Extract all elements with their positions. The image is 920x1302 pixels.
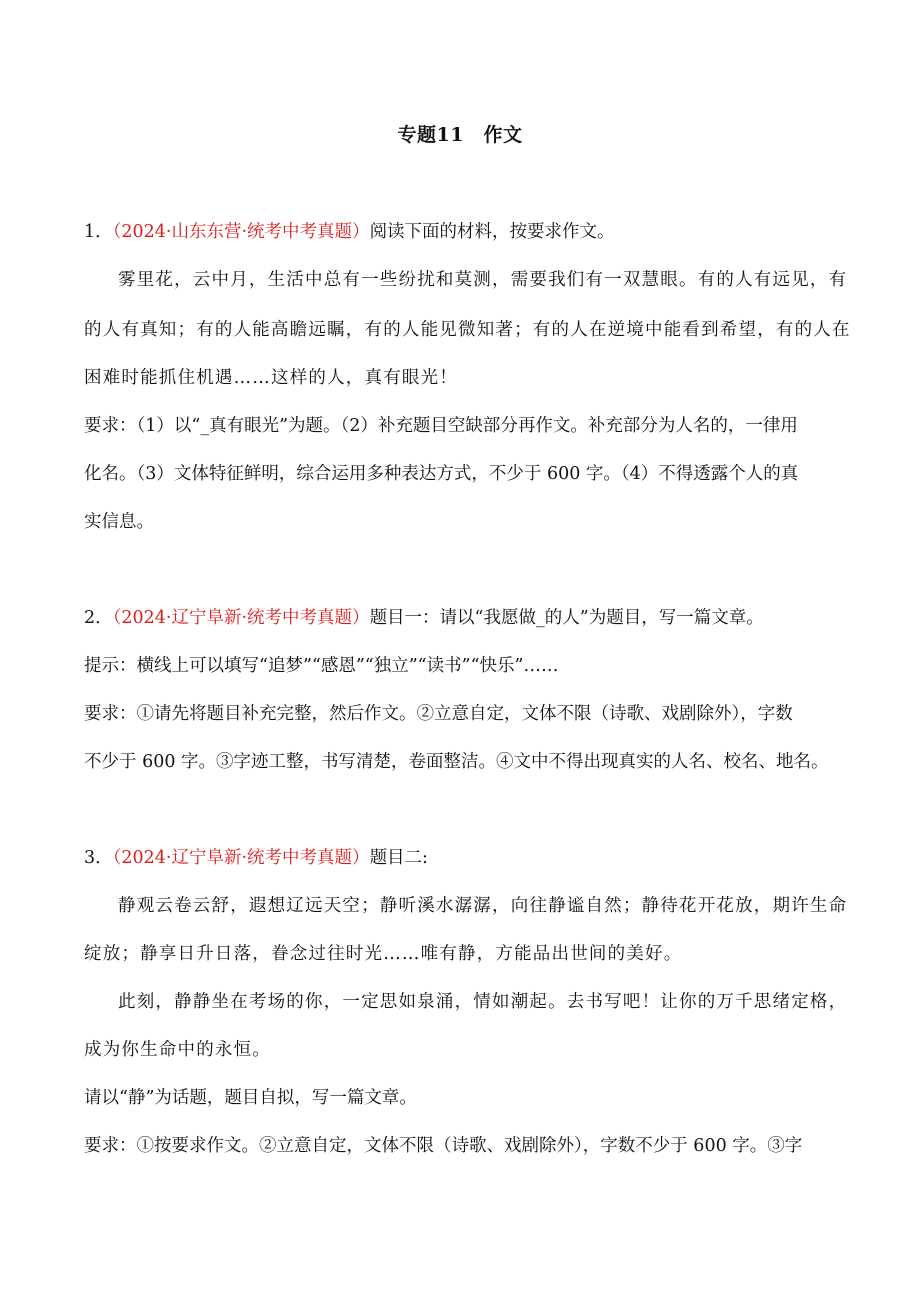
question-1-header	[84, 220, 844, 244]
question-prompt: 阅读下面的材料，按要求作文。	[369, 222, 615, 242]
requirement-line: 要求：①请先将题目补充完整，然后作文。②立意自定，文体不限（诗歌、戏剧除外），字数	[84, 704, 793, 724]
requirement-line: 化名。（3）文体特征鲜明，综合运用多种表达方式，不少于 600 字。（4）不得透露个人的真	[84, 464, 799, 484]
requirement-line: 不少于 600 字。③字迹工整，书写清楚，卷面整洁。④文中不得出现真实的人名、校名、地名。	[84, 752, 829, 772]
material-line: 静观云卷云舒，遐想辽远天空；静听溪水潺潺，向往静谧自然；静待花开花放，期许生命	[118, 896, 848, 916]
material-line: 雾里花，云中月，生活中总有一些纷扰和莫测，需要我们有一双慧眼。有的人有远见，有	[118, 270, 848, 290]
question-source: （2024·辽宁阜新·统考中考真题）	[112, 608, 370, 628]
question-prompt: 题目一：请以“我愿做_的人”为题目，写一篇文章。	[369, 608, 764, 628]
question-2-header	[84, 606, 844, 630]
topic-line: 请以“静”为话题，题目自拟，写一篇文章。	[84, 1088, 417, 1108]
question-number: 1．	[84, 222, 113, 242]
requirement-line: 要求：（1）以“_真有眼光”为题。（2）补充题目空缺部分再作文。补充部分为人名的，一律用	[84, 416, 798, 436]
requirement-line: 实信息。	[84, 512, 154, 532]
question-number: 2．	[84, 608, 113, 628]
question-number: 3．	[84, 848, 113, 868]
material-line: 困难时能抓住机遇……这样的人，真有眼光！	[84, 368, 458, 388]
material-line: 此刻，静静坐在考场的你，一定思如泉涌，情如潮起。去书写吧！让你的万千思绪定格，	[118, 992, 848, 1012]
hint-line: 提示：横线上可以填写“追梦”“感恩”“独立”“读书”“快乐”……	[84, 656, 559, 676]
question-3-header	[84, 846, 844, 870]
material-line: 绽放；静享日升日落，眷念过往时光……唯有静，方能品出世间的美好。	[84, 944, 683, 964]
question-source: （2024·山东东营·统考中考真题）	[112, 222, 370, 242]
question-source: （2024·辽宁阜新·统考中考真题）	[112, 848, 370, 868]
page-title: 专题11 作文	[397, 124, 523, 146]
requirement-line: 要求：①按要求作文。②立意自定，文体不限（诗歌、戏剧除外），字数不少于 600 字。③字	[84, 1136, 803, 1156]
material-line: 成为你生命中的永恒。	[84, 1040, 271, 1060]
material-line: 的人有真知；有的人能高瞻远瞩，有的人能见微知著；有的人在逆境中能看到希望，有的人在	[84, 320, 851, 340]
question-prompt: 题目二:	[369, 848, 428, 868]
